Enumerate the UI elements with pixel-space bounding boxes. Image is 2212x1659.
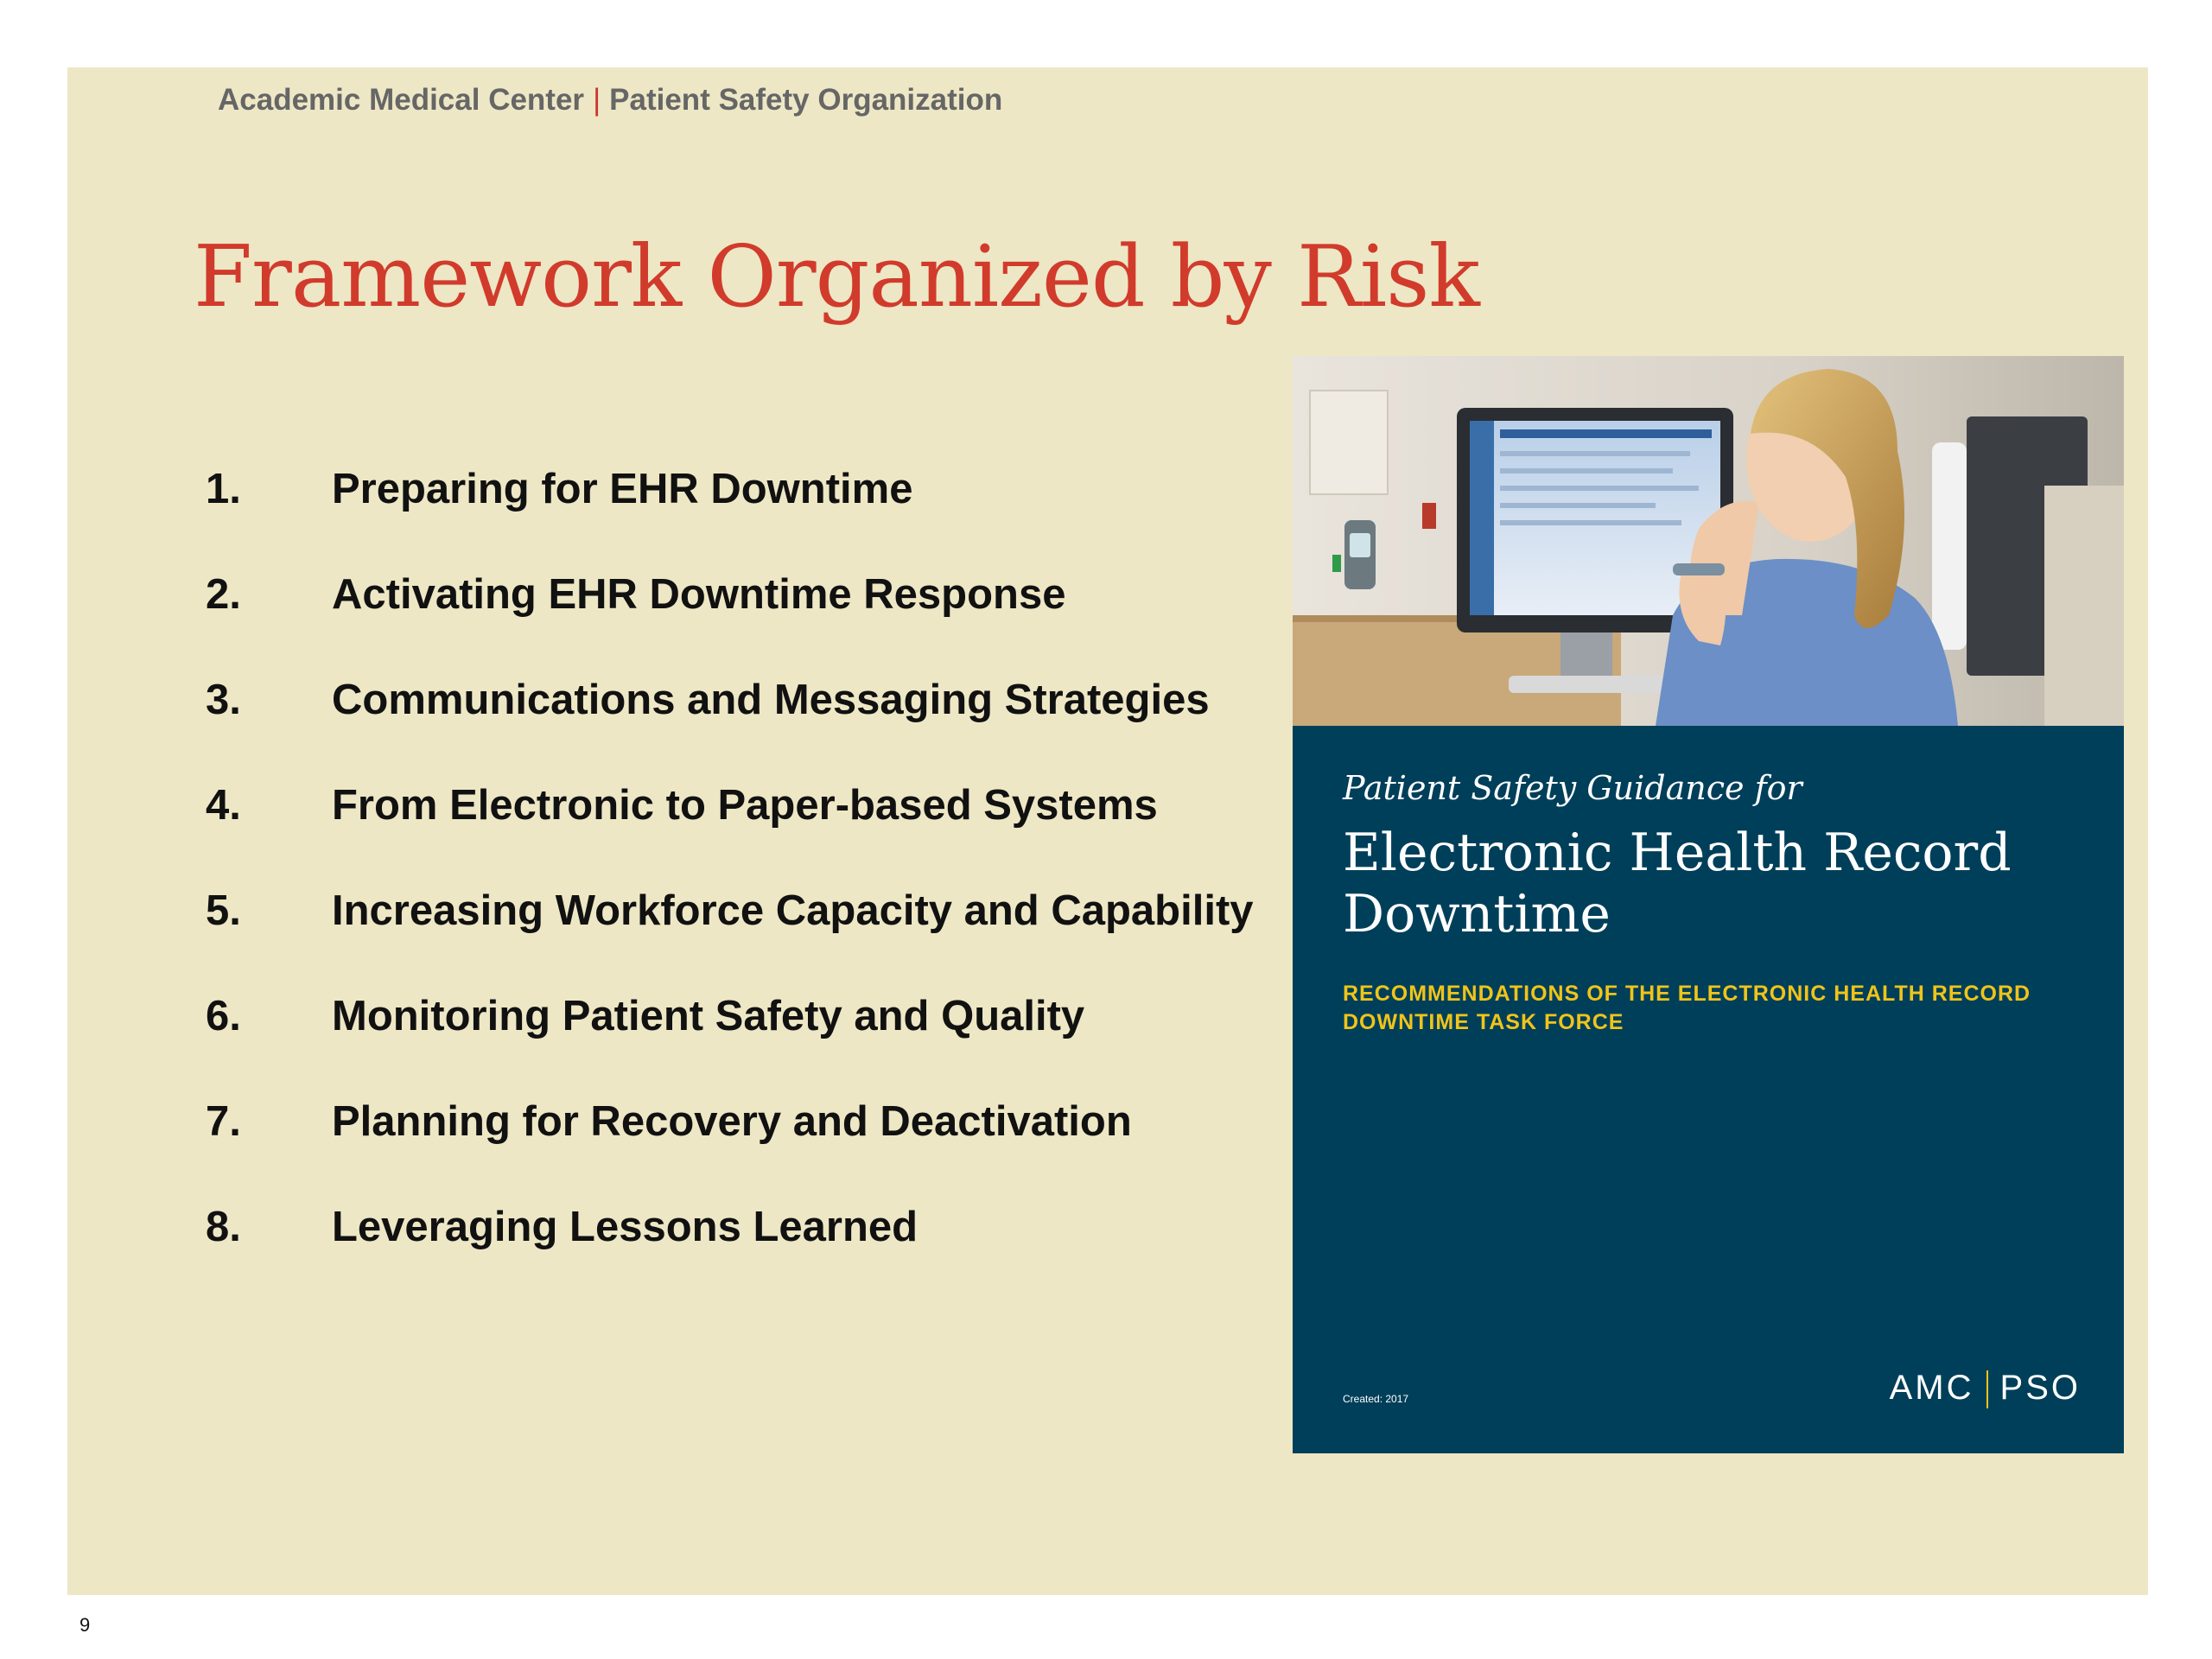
item-number: 3. bbox=[206, 677, 241, 723]
item-text: Planning for Recovery and Deactivation bbox=[332, 1098, 1132, 1145]
item-text: Preparing for EHR Downtime bbox=[332, 466, 913, 512]
org-separator: | bbox=[593, 83, 601, 117]
item-text: Increasing Workforce Capacity and Capability bbox=[332, 887, 1254, 934]
item-text: From Electronic to Paper-based Systems bbox=[332, 782, 1158, 829]
item-number: 2. bbox=[206, 571, 241, 618]
report-cover bbox=[1293, 356, 2124, 1453]
item-text: Monitoring Patient Safety and Quality bbox=[332, 993, 1085, 1039]
item-number: 4. bbox=[206, 782, 241, 829]
item-text: Leveraging Lessons Learned bbox=[332, 1204, 918, 1250]
logo-pso: PSO bbox=[1999, 1369, 2081, 1407]
logo-divider bbox=[1986, 1370, 1988, 1408]
nurse-at-monitor-photo bbox=[1293, 356, 2124, 726]
org-header bbox=[218, 83, 1002, 118]
slide bbox=[67, 67, 2148, 1595]
item-number: 8. bbox=[206, 1204, 241, 1250]
logo-amc: AMC bbox=[1889, 1369, 1974, 1407]
item-number: 1. bbox=[206, 466, 241, 512]
item-text: Communications and Messaging Strategies bbox=[332, 677, 1210, 723]
slide-title: Framework Organized by Risk bbox=[194, 228, 1479, 327]
amc-pso-logo bbox=[1890, 1369, 2081, 1408]
item-number: 6. bbox=[206, 993, 241, 1039]
page-number: 9 bbox=[79, 1614, 91, 1636]
cover-kicker: Patient Safety Guidance for bbox=[1343, 769, 1802, 807]
org-name-right: Patient Safety Organization bbox=[609, 83, 1003, 117]
item-text: Activating EHR Downtime Response bbox=[332, 571, 1066, 618]
cover-title: Electronic Health Record Downtime bbox=[1343, 823, 2012, 944]
item-number: 7. bbox=[206, 1098, 241, 1145]
item-number: 5. bbox=[206, 887, 241, 934]
org-name-left: Academic Medical Center bbox=[218, 83, 585, 117]
cover-created-text: Created: 2017 bbox=[1343, 1393, 1409, 1405]
cover-subtitle: RECOMMENDATIONS OF THE ELECTRONIC HEALTH RECORD DOWNTIME TASK FORCE bbox=[1343, 982, 2031, 1034]
